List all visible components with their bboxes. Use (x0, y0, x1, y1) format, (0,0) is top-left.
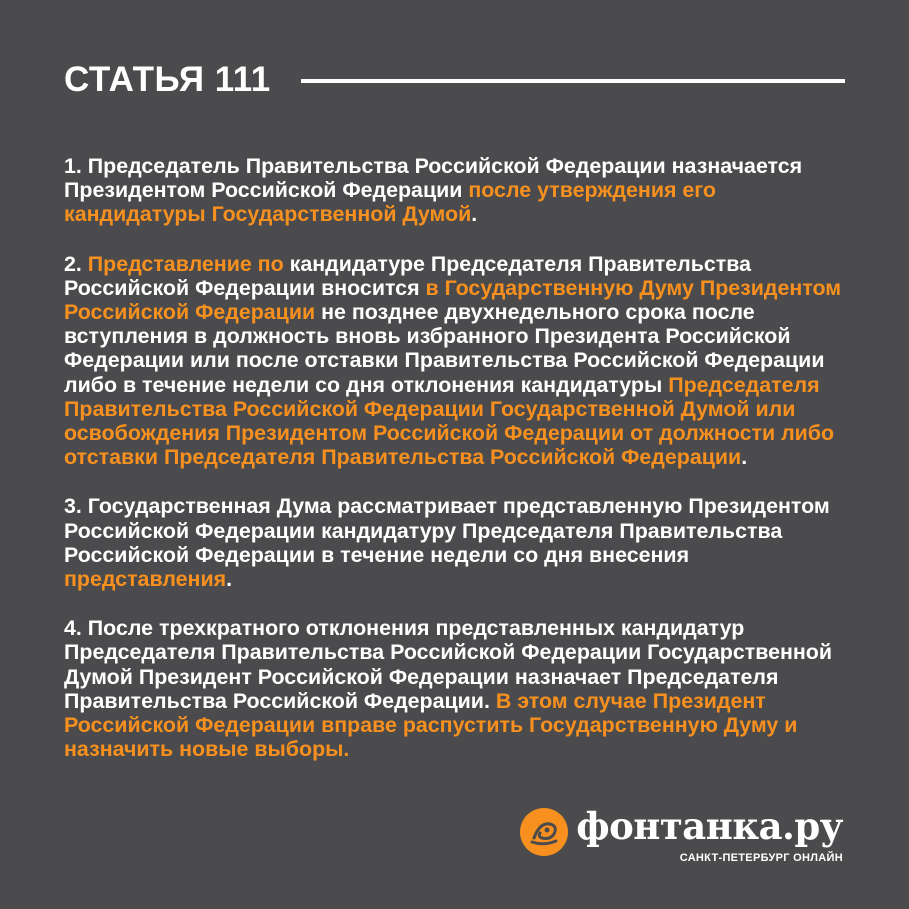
paragraph-2-text-2: не позднее двухнедельного срока после вступления в должность вновь избранного Президента Российской Федерации или после отставки Правительства Российской Федерации либо в течение недели со дня отклонения кандидатуры (64, 300, 825, 397)
paragraph-1-text-end: . (471, 202, 478, 227)
paragraph-2-text-end: . (741, 445, 748, 470)
header-divider (301, 79, 845, 83)
paragraph-2 (64, 252, 854, 470)
paragraph-2-text-1: кандидатуре Председателя Правительства Российской Федерации вносится (64, 251, 752, 300)
paragraph-2-highlight-1: Представление по (87, 251, 284, 276)
paragraph-3 (64, 494, 854, 591)
paragraph-2-highlight-3: Председателя Правительства Российской Федерации Государственной Думой или освобождения Президентом Российской Федерации от должности либо отставки Председателя Правительства Российской Федерации (64, 372, 835, 470)
article-header (64, 58, 845, 102)
paragraph-4-text: 4. После трехкратного отклонения представленных кандидатур Председателя Правительства Российской Федерации Государственной Думой Президент Российской Федерации назначает Председателя Правительства Российской Федерации. (64, 616, 833, 713)
article-title: СТАТЬЯ 111 (64, 60, 271, 99)
paragraph-1 (64, 154, 854, 227)
paragraph-3-text: 3. Государственная Дума рассматривает представленную Президентом Российской Федерации кандидатуру Председателя Правительства Российской Федерации в течение недели со дня внесения (64, 494, 830, 567)
paragraph-4 (64, 616, 854, 761)
paragraph-4-highlight: В этом случае Президент Российской Федерации вправе распустить Государственную Думу и назначить новые выборы. (64, 688, 798, 762)
paragraph-2-highlight-2: в Государственную Думу Президентом Российской Федерации (64, 275, 842, 325)
paragraph-1-text: 1. Председатель Правительства Российской Федерации назначается Президентом Российской Федерации (64, 154, 803, 203)
paragraph-3-text-end: . (226, 567, 233, 592)
logo-subtitle: САНКТ-ПЕТЕРБУРГ ОНЛАЙН (679, 852, 843, 864)
paragraph-2-number: 2. (64, 251, 88, 276)
article-body (64, 154, 854, 786)
paragraph-1-highlight: после утверждения его кандидатуры Государственной Думой (64, 178, 716, 227)
fontanka-logo (520, 806, 843, 864)
paragraph-3-highlight: представления (64, 567, 227, 592)
fontanka-fountain-icon (520, 808, 568, 856)
logo-wordmark: фонтанка.ру (576, 804, 843, 848)
